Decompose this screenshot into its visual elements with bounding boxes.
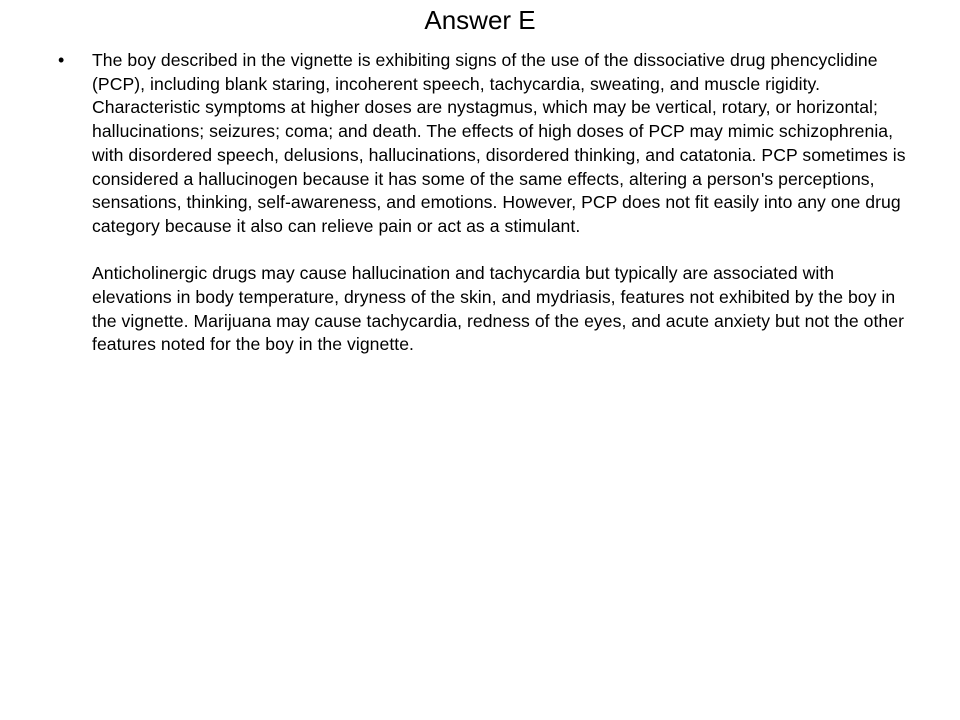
- bullet-marker: •: [58, 50, 65, 70]
- bullet-text: [92, 49, 908, 357]
- paragraph-differential: Anticholinergic drugs may cause hallucination and tachycardia but typically are associated with elevations in body temperature, dryness of the skin, and mydriasis, features not exhibited by the boy in the vignette. Marijuana may cause tachycardia, redness of the eyes, and acute anxiety but not the other features noted for the boy in the vignette.: [92, 263, 905, 355]
- slide-title: Answer E: [424, 5, 536, 35]
- paragraph-spacer: [92, 239, 908, 263]
- bullet-item: [58, 49, 908, 357]
- paragraph-pcp: The boy described in the vignette is exhibiting signs of the use of the dissociative drug phencyclidine (PCP), including blank staring, incoherent speech, tachycardia, sweating, and muscle rigidity. Characteristic symptoms at higher doses are nystagmus, which may be vertical, rotary, or horizontal; hallucinations; seizures; coma; and death. The effects of high doses of PCP may mimic schizophrenia, with disordered speech, delusions, hallucinations, disordered thinking, and catatonia. PCP sometimes is considered a hallucinogen because it has some of the same effects, altering a person's perceptions, sensations, thinking, self-awareness, and emotions. However, PCP does not fit easily into any one drug category because it also can relieve pain or act as a stimulant.: [92, 50, 906, 236]
